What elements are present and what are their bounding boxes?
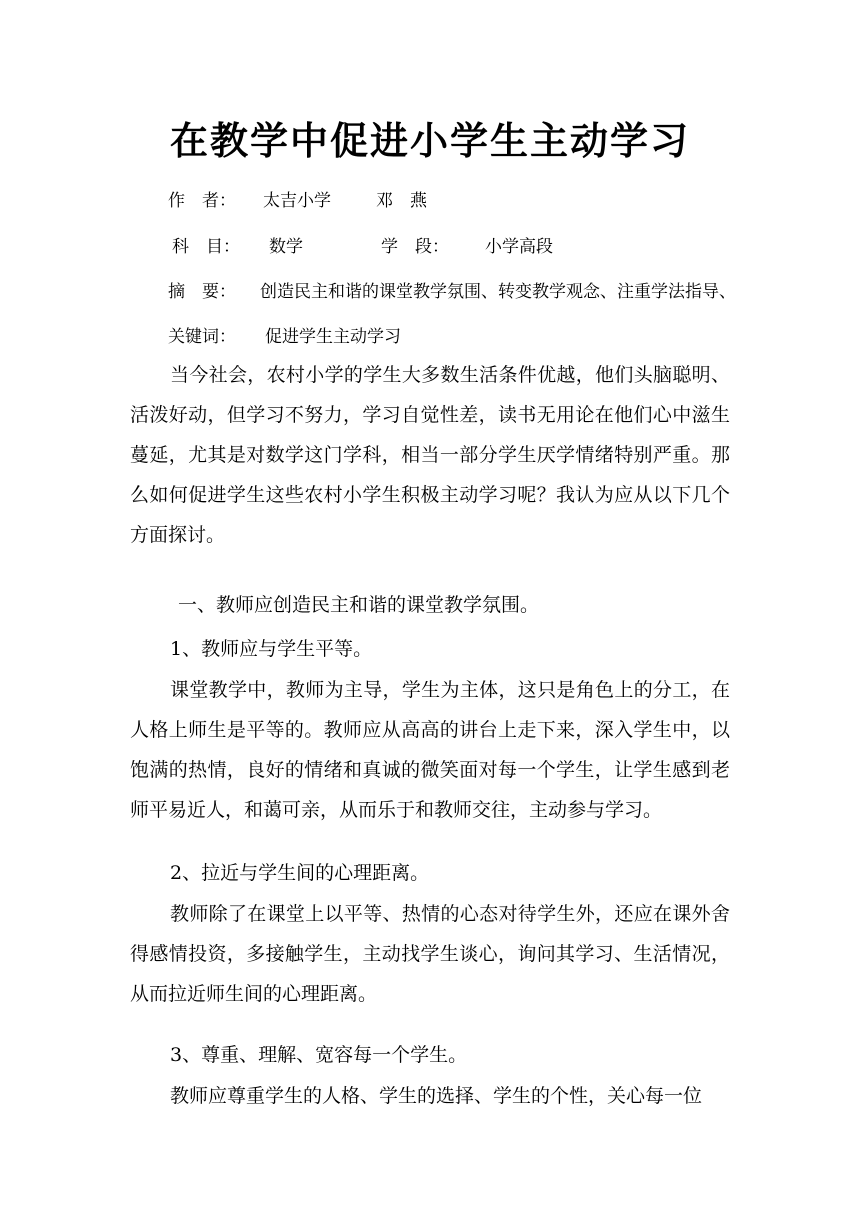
intro-paragraph: 当今社会，农村小学的学生大多数生活条件优越，他们头脑聪明、活泼好动，但学习不努力，学习自觉性差，读书无用论在他们心中滋生蔓延，尤其是对数学这门学科，相当一部分学生厌学情绪特别严重。那么如何促进学生这些农村小学生积极主动学习呢？我认为应从以下几个方面探讨。 (130, 364, 730, 546)
abstract-value: 创造民主和谐的课堂教学氛围、转变教学观念、注重学法指导、 (260, 282, 736, 302)
point-paragraph-1: 课堂教学中，教师为主导，学生为主体，这只是角色上的分工，在人格上师生是平等的。教师应从高高的讲台上走下来，深入学生中，以饱满的热情，良好的情绪和真诚的微笑面对每一个学生，让学生感到老师平易近人，和蔼可亲，从而乐于和教师交往，主动参与学习。 (130, 679, 730, 821)
subject-value: 数学 (269, 237, 303, 257)
keywords-label: 关键词： (168, 327, 236, 347)
subject-label: 科 目： (172, 237, 240, 257)
author-school: 太吉小学 (263, 191, 331, 211)
abstract-label: 摘 要： (168, 282, 236, 302)
stage-label: 学 段： (381, 237, 449, 257)
author-label: 作 者： (168, 191, 236, 211)
point-heading-3: 3、尊重、理解、宽容每一个学生。 (170, 1044, 468, 1066)
author-name: 邓 燕 (376, 191, 427, 211)
point-heading-2: 2、拉近与学生间的心理距离。 (170, 862, 430, 884)
point-paragraph-3: 教师应尊重学生的人格、学生的选择、学生的个性，关心每一位 (170, 1085, 703, 1107)
section-heading-1: 一、教师应创造民主和谐的课堂教学氛围。 (178, 594, 540, 616)
point-heading-1: 1、教师应与学生平等。 (170, 638, 373, 660)
point-paragraph-2: 教师除了在课堂上以平等、热情的心态对待学生外，还应在课外舍得感情投资，多接触学生，主动找学生谈心，询问其学习、生活情况，从而拉近师生间的心理距离。 (130, 903, 730, 1005)
document-title: 在教学中促进小学生主动学习 (169, 119, 690, 163)
stage-value: 小学高段 (485, 237, 553, 257)
keywords-value: 促进学生主动学习 (265, 327, 401, 347)
